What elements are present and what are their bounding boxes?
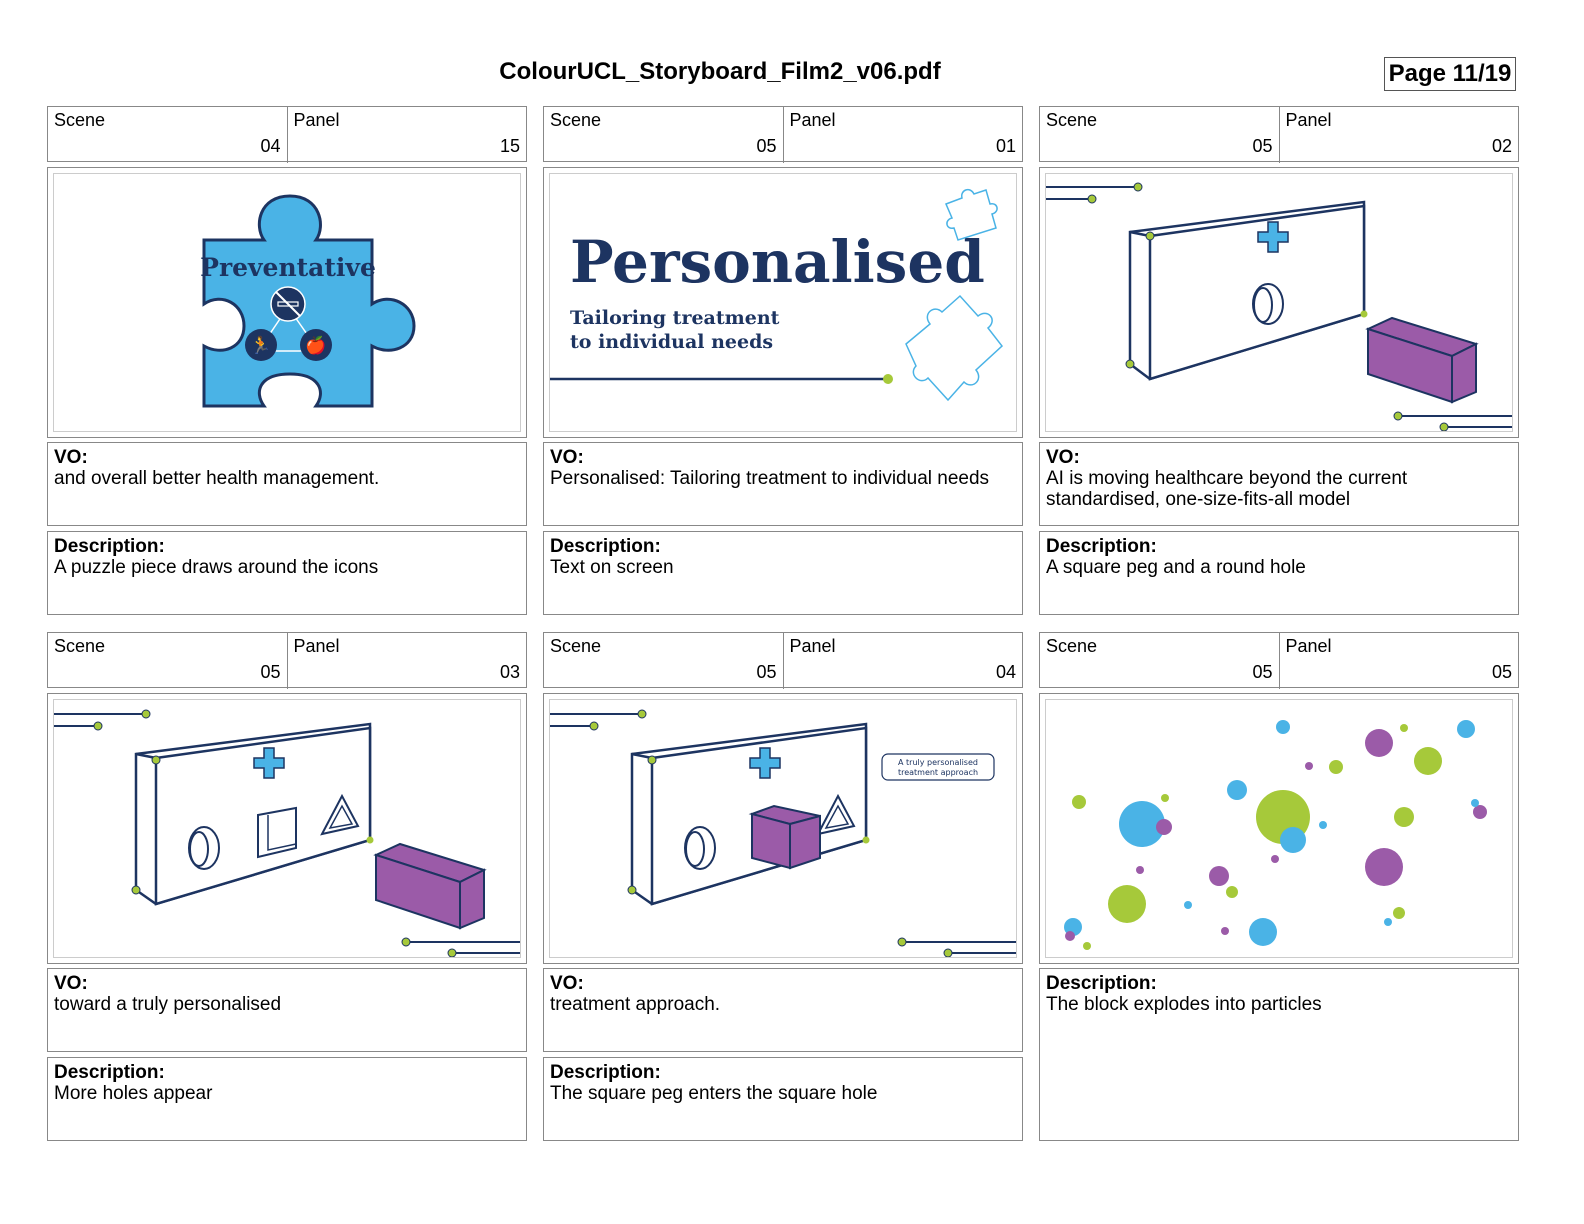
- description-text: The square peg enters the square hole: [550, 1083, 878, 1104]
- personalised-heading: Personalised: [570, 228, 985, 296]
- panel-number: 04: [995, 662, 1016, 682]
- panel-label: Panel: [789, 636, 836, 656]
- caption-line-2: treatment approach: [897, 768, 979, 777]
- scene-label: Scene: [54, 636, 106, 656]
- particle: [1319, 821, 1327, 829]
- storyboard-frame: [1039, 693, 1519, 964]
- more-holes-illustration: [54, 700, 521, 958]
- particle: [1393, 907, 1405, 919]
- peg-and-hole-illustration: [1046, 174, 1513, 432]
- panel-label: Panel: [293, 110, 340, 130]
- description-box: [1039, 968, 1519, 1141]
- description-box: [47, 1057, 527, 1141]
- svg-text:🍎: 🍎: [305, 336, 327, 355]
- description-text: More holes appear: [54, 1083, 213, 1104]
- description-text: A puzzle piece draws around the icons: [54, 557, 379, 578]
- particle: [1209, 866, 1229, 886]
- particle: [1161, 794, 1169, 802]
- description-text: Text on screen: [550, 557, 674, 578]
- description-label: Description:: [550, 1062, 661, 1083]
- description-box: [1039, 531, 1519, 615]
- particle: [1365, 729, 1393, 757]
- description-text: A square peg and a round hole: [1046, 557, 1306, 578]
- particle: [1249, 918, 1277, 946]
- particle: [1072, 795, 1086, 809]
- vo-box: [47, 968, 527, 1052]
- line-end-dot: [883, 374, 893, 384]
- scene-label: Scene: [550, 636, 602, 656]
- storyboard-frame: [543, 693, 1023, 964]
- description-label: Description:: [550, 536, 661, 557]
- vo-label: VO:: [550, 447, 584, 468]
- particle: [1083, 942, 1091, 950]
- particle: [1156, 819, 1172, 835]
- vo-text: and overall better health management.: [54, 468, 380, 489]
- vo-box: [47, 442, 527, 526]
- particle-explosion-illustration: [1046, 700, 1513, 958]
- particle: [1457, 720, 1475, 738]
- document-title: ColourUCL_Storyboard_Film2_v06.pdf: [499, 58, 941, 85]
- panel-number: 03: [499, 662, 520, 682]
- particle: [1227, 780, 1247, 800]
- puzzle-outline-icon: [906, 296, 1002, 400]
- panel-number: 01: [995, 136, 1016, 156]
- particle: [1221, 927, 1229, 935]
- description-box: [543, 531, 1023, 615]
- particle: [1305, 762, 1313, 770]
- vo-label: VO:: [550, 973, 584, 994]
- storyboard-frame: [1039, 167, 1519, 438]
- particle: [1271, 855, 1279, 863]
- description-label: Description:: [1046, 973, 1157, 994]
- panel-header: [1039, 632, 1519, 688]
- svg-text:🏃: 🏃: [250, 336, 272, 355]
- vo-box: [1039, 442, 1519, 526]
- peg-enters-hole-illustration: [550, 700, 1017, 958]
- particle: [1394, 807, 1414, 827]
- scene-label: Scene: [1046, 110, 1098, 130]
- particle: [1108, 885, 1146, 923]
- scene-number: 05: [1252, 136, 1273, 156]
- particle: [1136, 866, 1144, 874]
- storyboard-frame: [47, 167, 527, 438]
- particle: [1329, 760, 1343, 774]
- panel-header: [1039, 106, 1519, 162]
- scene-number: 05: [260, 662, 281, 682]
- panel-label: Panel: [1285, 636, 1332, 656]
- vo-label: VO:: [54, 973, 88, 994]
- panel-header: [47, 632, 527, 688]
- vo-box: [543, 442, 1023, 526]
- vo-label: VO:: [54, 447, 88, 468]
- storyboard-frame: [47, 693, 527, 964]
- scene-label: Scene: [550, 110, 602, 130]
- storyboard-frame: [543, 167, 1023, 438]
- scene-label: Scene: [54, 110, 106, 130]
- panel-header: [543, 106, 1023, 162]
- subheading-line-2: to individual needs: [570, 331, 774, 353]
- square-hole: [258, 808, 296, 857]
- puzzle-piece-illustration: [54, 174, 521, 432]
- particle: [1276, 720, 1290, 734]
- particle: [1365, 848, 1403, 886]
- personalised-title-card: [550, 174, 1017, 432]
- scene-number: 04: [260, 136, 281, 156]
- caption-line-1: A truly personalised: [898, 758, 978, 767]
- description-text: The block explodes into particles: [1046, 994, 1322, 1015]
- vo-text: AI is moving healthcare beyond the current standardised, one-size-fits-all model: [1046, 468, 1408, 510]
- panel-header: [47, 106, 527, 162]
- preventative-label: Preventative: [200, 253, 376, 282]
- particle: [1384, 918, 1392, 926]
- particle: [1400, 724, 1408, 732]
- scene-number: 05: [756, 662, 777, 682]
- panel-label: Panel: [1285, 110, 1332, 130]
- vo-text: toward a truly personalised: [54, 994, 282, 1015]
- particle: [1184, 901, 1192, 909]
- particle: [1414, 747, 1442, 775]
- vo-text: Personalised: Tailoring treatment to individual needs: [550, 468, 990, 489]
- description-box: [543, 1057, 1023, 1141]
- scene-label: Scene: [1046, 636, 1098, 656]
- panel-label: Panel: [789, 110, 836, 130]
- panel-number: 05: [1491, 662, 1512, 682]
- particle: [1471, 799, 1479, 807]
- panel-header: [543, 632, 1023, 688]
- vo-label: VO:: [1046, 447, 1080, 468]
- scene-number: 05: [756, 136, 777, 156]
- description-label: Description:: [54, 536, 165, 557]
- page-indicator: Page 11/19: [1384, 57, 1516, 91]
- particle: [1226, 886, 1238, 898]
- description-label: Description:: [1046, 536, 1157, 557]
- description-label: Description:: [54, 1062, 165, 1083]
- particle: [1065, 931, 1075, 941]
- particle: [1280, 827, 1306, 853]
- panel-label: Panel: [293, 636, 340, 656]
- panel-number: 02: [1491, 136, 1512, 156]
- subheading-line-1: Tailoring treatment: [570, 307, 780, 329]
- scene-number: 05: [1252, 662, 1273, 682]
- vo-text: treatment approach.: [550, 994, 721, 1015]
- vo-box: [543, 968, 1023, 1052]
- particle: [1473, 805, 1487, 819]
- panel-number: 15: [499, 136, 520, 156]
- description-box: [47, 531, 527, 615]
